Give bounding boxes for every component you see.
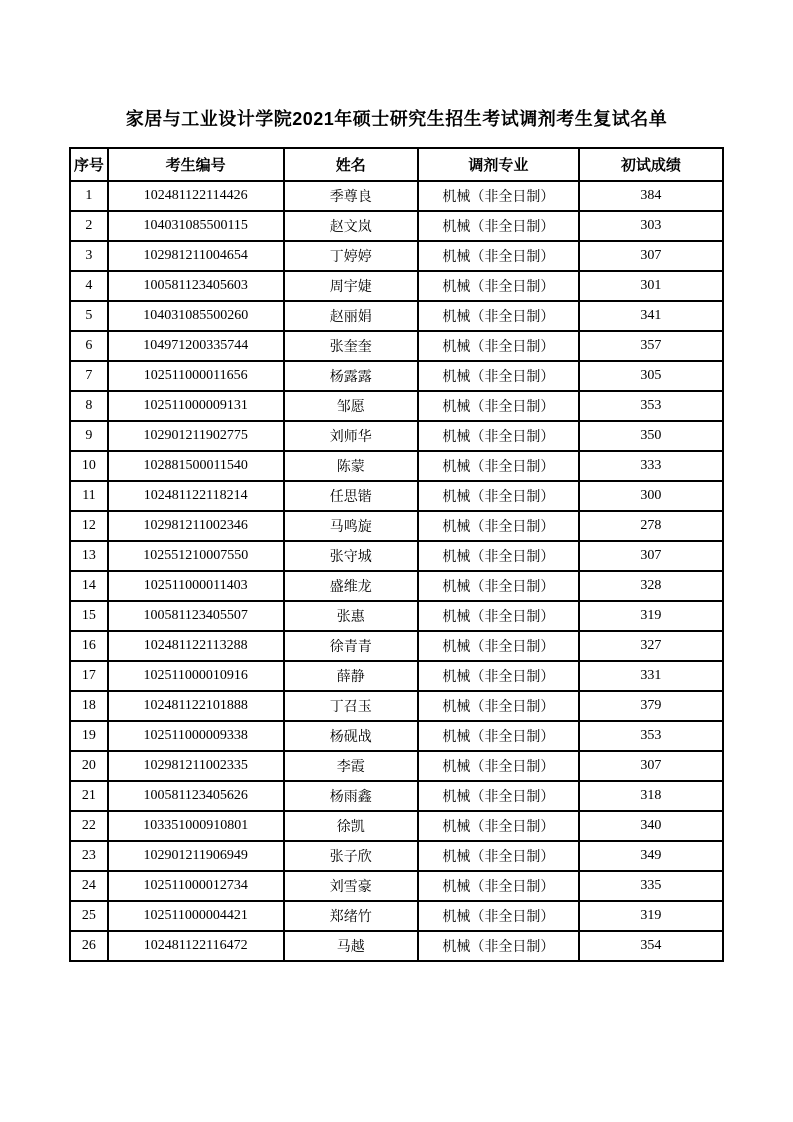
- cell-candidate-id: 104031085500260: [108, 301, 284, 331]
- cell-transfer-major: 机械（非全日制）: [418, 601, 579, 631]
- cell-serial-number: 14: [70, 571, 108, 601]
- cell-serial-number: 13: [70, 541, 108, 571]
- table-row: [70, 241, 723, 271]
- cell-candidate-id: 102981211002346: [108, 511, 284, 541]
- cell-serial-number: 21: [70, 781, 108, 811]
- table-row: [70, 331, 723, 361]
- table-row: [70, 181, 723, 211]
- cell-transfer-major: 机械（非全日制）: [418, 871, 579, 901]
- cell-initial-score: 307: [579, 751, 723, 781]
- cell-name: 马越: [284, 931, 419, 961]
- cell-initial-score: 354: [579, 931, 723, 961]
- cell-name: 杨雨鑫: [284, 781, 419, 811]
- cell-name: 徐凯: [284, 811, 419, 841]
- cell-initial-score: 305: [579, 361, 723, 391]
- cell-transfer-major: 机械（非全日制）: [418, 481, 579, 511]
- cell-initial-score: 303: [579, 211, 723, 241]
- table-row: [70, 301, 723, 331]
- header-candidate-id: 考生编号: [108, 148, 284, 181]
- cell-name: 任思锴: [284, 481, 419, 511]
- cell-initial-score: 379: [579, 691, 723, 721]
- table-row: [70, 931, 723, 961]
- cell-name: 李霞: [284, 751, 419, 781]
- cell-serial-number: 1: [70, 181, 108, 211]
- cell-transfer-major: 机械（非全日制）: [418, 391, 579, 421]
- cell-initial-score: 278: [579, 511, 723, 541]
- cell-transfer-major: 机械（非全日制）: [418, 421, 579, 451]
- cell-name: 周宇婕: [284, 271, 419, 301]
- cell-candidate-id: 102511000011403: [108, 571, 284, 601]
- header-initial-score: 初试成绩: [579, 148, 723, 181]
- cell-candidate-id: 100581123405507: [108, 601, 284, 631]
- cell-serial-number: 20: [70, 751, 108, 781]
- cell-candidate-id: 102481122113288: [108, 631, 284, 661]
- cell-name: 赵文岚: [284, 211, 419, 241]
- cell-initial-score: 353: [579, 721, 723, 751]
- cell-name: 郑绪竹: [284, 901, 419, 931]
- cell-initial-score: 328: [579, 571, 723, 601]
- cell-name: 张子欣: [284, 841, 419, 871]
- cell-transfer-major: 机械（非全日制）: [418, 541, 579, 571]
- cell-transfer-major: 机械（非全日制）: [418, 931, 579, 961]
- cell-serial-number: 7: [70, 361, 108, 391]
- header-name: 姓名: [284, 148, 419, 181]
- table-row: [70, 751, 723, 781]
- table-row: [70, 841, 723, 871]
- cell-name: 刘师华: [284, 421, 419, 451]
- cell-initial-score: 307: [579, 541, 723, 571]
- header-serial-number: 序号: [70, 148, 108, 181]
- cell-initial-score: 300: [579, 481, 723, 511]
- table-row: [70, 271, 723, 301]
- cell-candidate-id: 104031085500115: [108, 211, 284, 241]
- cell-name: 丁召玉: [284, 691, 419, 721]
- cell-serial-number: 17: [70, 661, 108, 691]
- cell-initial-score: 350: [579, 421, 723, 451]
- table-row: [70, 571, 723, 601]
- cell-candidate-id: 102481122114426: [108, 181, 284, 211]
- cell-initial-score: 353: [579, 391, 723, 421]
- cell-transfer-major: 机械（非全日制）: [418, 361, 579, 391]
- cell-candidate-id: 102901211902775: [108, 421, 284, 451]
- cell-name: 马鸣旋: [284, 511, 419, 541]
- cell-candidate-id: 102511000011656: [108, 361, 284, 391]
- cell-serial-number: 24: [70, 871, 108, 901]
- table-row: [70, 721, 723, 751]
- cell-initial-score: 319: [579, 601, 723, 631]
- table-row: [70, 511, 723, 541]
- cell-transfer-major: 机械（非全日制）: [418, 751, 579, 781]
- cell-candidate-id: 102981211004654: [108, 241, 284, 271]
- table-row: [70, 901, 723, 931]
- cell-candidate-id: 102511000009338: [108, 721, 284, 751]
- cell-serial-number: 15: [70, 601, 108, 631]
- header-row: [70, 148, 723, 181]
- table-row: [70, 601, 723, 631]
- cell-candidate-id: 102511000012734: [108, 871, 284, 901]
- cell-serial-number: 11: [70, 481, 108, 511]
- cell-serial-number: 26: [70, 931, 108, 961]
- header-transfer-major: 调剂专业: [418, 148, 579, 181]
- cell-initial-score: 340: [579, 811, 723, 841]
- cell-name: 丁婷婷: [284, 241, 419, 271]
- cell-initial-score: 357: [579, 331, 723, 361]
- cell-transfer-major: 机械（非全日制）: [418, 781, 579, 811]
- cell-transfer-major: 机械（非全日制）: [418, 571, 579, 601]
- cell-name: 邹愿: [284, 391, 419, 421]
- cell-initial-score: 331: [579, 661, 723, 691]
- cell-candidate-id: 104971200335744: [108, 331, 284, 361]
- cell-initial-score: 341: [579, 301, 723, 331]
- cell-serial-number: 16: [70, 631, 108, 661]
- cell-serial-number: 25: [70, 901, 108, 931]
- cell-serial-number: 4: [70, 271, 108, 301]
- cell-transfer-major: 机械（非全日制）: [418, 211, 579, 241]
- cell-initial-score: 327: [579, 631, 723, 661]
- cell-transfer-major: 机械（非全日制）: [418, 901, 579, 931]
- cell-name: 薛静: [284, 661, 419, 691]
- cell-name: 张守城: [284, 541, 419, 571]
- cell-transfer-major: 机械（非全日制）: [418, 451, 579, 481]
- cell-transfer-major: 机械（非全日制）: [418, 301, 579, 331]
- cell-transfer-major: 机械（非全日制）: [418, 661, 579, 691]
- cell-name: 杨砚战: [284, 721, 419, 751]
- table-row: [70, 481, 723, 511]
- cell-initial-score: 301: [579, 271, 723, 301]
- candidate-roster-table: [69, 147, 724, 962]
- cell-initial-score: 307: [579, 241, 723, 271]
- cell-candidate-id: 102881500011540: [108, 451, 284, 481]
- cell-candidate-id: 102481122101888: [108, 691, 284, 721]
- cell-candidate-id: 102481122116472: [108, 931, 284, 961]
- table-row: [70, 631, 723, 661]
- cell-candidate-id: 102901211906949: [108, 841, 284, 871]
- cell-initial-score: 349: [579, 841, 723, 871]
- cell-name: 张惠: [284, 601, 419, 631]
- table-row: [70, 871, 723, 901]
- cell-candidate-id: 102481122118214: [108, 481, 284, 511]
- cell-serial-number: 12: [70, 511, 108, 541]
- cell-candidate-id: 102981211002335: [108, 751, 284, 781]
- cell-initial-score: 333: [579, 451, 723, 481]
- cell-name: 刘雪豪: [284, 871, 419, 901]
- cell-serial-number: 19: [70, 721, 108, 751]
- cell-transfer-major: 机械（非全日制）: [418, 181, 579, 211]
- cell-serial-number: 8: [70, 391, 108, 421]
- table-row: [70, 811, 723, 841]
- cell-transfer-major: 机械（非全日制）: [418, 271, 579, 301]
- cell-serial-number: 22: [70, 811, 108, 841]
- table-row: [70, 541, 723, 571]
- cell-serial-number: 23: [70, 841, 108, 871]
- cell-serial-number: 5: [70, 301, 108, 331]
- cell-candidate-id: 102511000010916: [108, 661, 284, 691]
- cell-transfer-major: 机械（非全日制）: [418, 511, 579, 541]
- cell-name: 盛维龙: [284, 571, 419, 601]
- cell-candidate-id: 103351000910801: [108, 811, 284, 841]
- cell-transfer-major: 机械（非全日制）: [418, 721, 579, 751]
- cell-transfer-major: 机械（非全日制）: [418, 841, 579, 871]
- cell-serial-number: 18: [70, 691, 108, 721]
- cell-name: 陈蒙: [284, 451, 419, 481]
- table-row: [70, 211, 723, 241]
- cell-serial-number: 2: [70, 211, 108, 241]
- cell-candidate-id: 102551210007550: [108, 541, 284, 571]
- cell-name: 赵丽娟: [284, 301, 419, 331]
- cell-transfer-major: 机械（非全日制）: [418, 331, 579, 361]
- table-body: [70, 181, 723, 961]
- cell-name: 徐青青: [284, 631, 419, 661]
- cell-transfer-major: 机械（非全日制）: [418, 691, 579, 721]
- cell-serial-number: 6: [70, 331, 108, 361]
- cell-candidate-id: 100581123405603: [108, 271, 284, 301]
- cell-name: 张奎奎: [284, 331, 419, 361]
- cell-initial-score: 318: [579, 781, 723, 811]
- table-row: [70, 361, 723, 391]
- table-row: [70, 781, 723, 811]
- cell-serial-number: 10: [70, 451, 108, 481]
- table-row: [70, 391, 723, 421]
- table-row: [70, 451, 723, 481]
- table-row: [70, 691, 723, 721]
- table-row: [70, 421, 723, 451]
- cell-name: 杨露露: [284, 361, 419, 391]
- cell-serial-number: 3: [70, 241, 108, 271]
- cell-name: 季尊良: [284, 181, 419, 211]
- table-header: [70, 148, 723, 181]
- cell-initial-score: 319: [579, 901, 723, 931]
- cell-initial-score: 384: [579, 181, 723, 211]
- cell-candidate-id: 102511000004421: [108, 901, 284, 931]
- cell-candidate-id: 102511000009131: [108, 391, 284, 421]
- cell-transfer-major: 机械（非全日制）: [418, 811, 579, 841]
- page-title: 家居与工业设计学院2021年硕士研究生招生考试调剂考生复试名单: [125, 109, 668, 129]
- cell-candidate-id: 100581123405626: [108, 781, 284, 811]
- cell-initial-score: 335: [579, 871, 723, 901]
- cell-transfer-major: 机械（非全日制）: [418, 241, 579, 271]
- table-row: [70, 661, 723, 691]
- cell-serial-number: 9: [70, 421, 108, 451]
- cell-transfer-major: 机械（非全日制）: [418, 631, 579, 661]
